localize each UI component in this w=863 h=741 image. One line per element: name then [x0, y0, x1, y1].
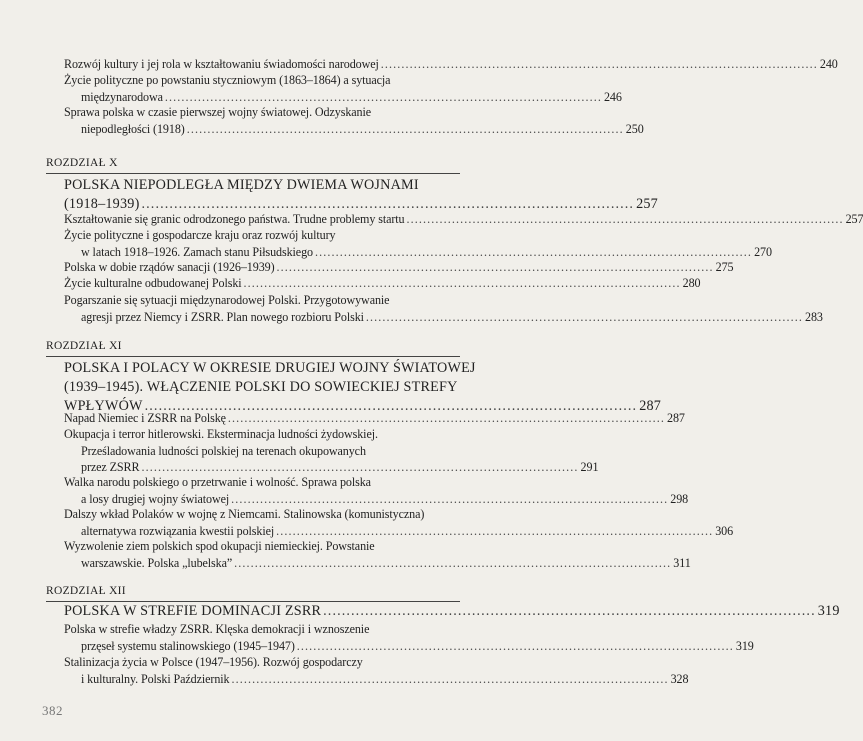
entry-text: Wyzwolenie ziem polskich spod okupacji niemieckiej. Powstanie — [64, 539, 375, 553]
entry-text: niepodległości (1918) — [81, 121, 185, 136]
entry-text: Stalinizacja życia w Polsce (1947–1956). Rozwój gospodarczy — [64, 655, 363, 669]
entry-page: 311 — [673, 555, 691, 570]
chapter-title-line: POLSKA I POLACY W OKRESIE DRUGIEJ WOJNY ŚWIATOWEJ — [64, 360, 476, 376]
entry-text: Walka narodu polskiego o przetrwanie i wolność. Sprawa polska — [64, 475, 371, 489]
entry-text: i kulturalny. Polski Październik — [81, 671, 230, 686]
entry-text: Pogarszanie się sytuacji międzynarodowej Polski. Przygotowywanie — [64, 293, 390, 307]
toc-entry: Pogarszanie się sytuacji międzynarodowej Polski. Przygotowywanie agresji przez Niemcy i ZSRR. Plan nowego rozbioru Polski .......................................................................................................... 283 — [64, 293, 823, 324]
entry-text: w latach 1918–1926. Zamach stanu Piłsudskiego — [81, 244, 313, 259]
entry-page: 257 — [845, 212, 863, 226]
entry-page: 291 — [580, 460, 599, 474]
entry-text: Życie polityczne i gospodarcze kraju oraz rozwój kultury — [64, 228, 336, 242]
entry-text: przez ZSRR — [81, 460, 140, 474]
chapter-title: POLSKA I POLACY W OKRESIE DRUGIEJ WOJNY ŚWIATOWEJ (1939–1945). WŁĄCZENIE POLSKI DO SOWIECKIEJ STREFY WPŁYWÓW .......................................................................................................... 287 — [64, 360, 662, 414]
chapter-rule — [46, 356, 460, 357]
entry-page: 250 — [625, 121, 644, 136]
chapter-title-line: POLSKA NIEPODLEGŁA MIĘDZY DWIEMA WOJNAMI — [64, 177, 419, 193]
toc-entry: Rozwój kultury i jej rola w kształtowaniu świadomości narodowej .......................................................................................................... 240 — [64, 57, 838, 71]
entry-text: agresji przez Niemcy i ZSRR. Plan nowego rozbioru Polski — [81, 309, 364, 324]
chapter-title: POLSKA NIEPODLEGŁA MIĘDZY DWIEMA WOJNAMI (1918–1939) .......................................................................................................... 257 — [64, 177, 658, 212]
toc-entry: Kształtowanie się granic odrodzonego państwa. Trudne problemy startu .......................................................................................................... 257 — [64, 212, 863, 226]
entry-page: 275 — [715, 260, 734, 274]
entry-page: 246 — [603, 89, 622, 104]
entry-page: 319 — [735, 638, 754, 653]
entry-text: Napad Niemiec i ZSRR na Polskę — [64, 411, 226, 425]
chapter-title-page: 319 — [817, 603, 840, 619]
entry-text: Prześladowania ludności polskiej na terenach okupowanych — [81, 443, 366, 458]
chapter-title-page: 287 — [639, 398, 662, 414]
entry-text: Życie polityczne po powstaniu styczniowym (1863–1864) a sytuacja — [64, 73, 391, 87]
entry-page: 280 — [682, 276, 701, 290]
entry-text: międzynarodowa — [81, 89, 163, 104]
toc-entry: Dalszy wkład Polaków w wojnę z Niemcami. Stalinowska (komunistyczna) alternatywa rozwiązania kwestii polskiej .......................................................................................................... 306 — [64, 507, 734, 538]
entry-text: Polska w strefie władzy ZSRR. Klęska demokracji i wznoszenie — [64, 622, 370, 636]
page-number: 382 — [42, 703, 63, 718]
chapter-label: ROZDZIAŁ XI — [46, 340, 122, 352]
toc-entry: Życie polityczne i gospodarcze kraju oraz rozwój kultury w latach 1918–1926. Zamach stanu Piłsudskiego .......................................................................................................... 270 — [64, 228, 772, 259]
entry-text: Sprawa polska w czasie pierwszej wojny światowej. Odzyskanie — [64, 105, 372, 119]
entry-text: Okupacja i terror hitlerowski. Eksterminacja ludności żydowskiej. — [64, 427, 378, 441]
chapter-title-page: 257 — [636, 196, 658, 212]
entry-text: Rozwój kultury i jej rola w kształtowaniu świadomości narodowej — [64, 57, 379, 71]
entry-page: 306 — [715, 523, 734, 538]
entry-page: 283 — [805, 309, 823, 324]
entry-text: przęseł systemu stalinowskiego (1945–1947) — [81, 638, 295, 653]
entry-text: alternatywa rozwiązania kwestii polskiej — [81, 523, 275, 538]
toc-entry: Okupacja i terror hitlerowski. Eksterminacja ludności żydowskiej. Prześladowania ludności polskiej na terenach okupowanych przez ZSRR .......................................................................................................... 291 — [64, 427, 599, 474]
chapter-rule — [46, 173, 460, 174]
toc-entry: Polska w strefie władzy ZSRR. Klęska demokracji i wznoszenie przęseł systemu stalinowskiego (1945–1947) .......................................................................................................... 319 — [64, 622, 754, 653]
chapter-title-line: (1918–1939) — [64, 196, 140, 212]
chapter-title-line: POLSKA W STREFIE DOMINACJI ZSRR — [64, 603, 322, 619]
toc-entry: Walka narodu polskiego o przetrwanie i wolność. Sprawa polska a losy drugiej wojny światowej .......................................................................................................... 298 — [64, 475, 689, 506]
toc-entry: Stalinizacja życia w Polsce (1947–1956). Rozwój gospodarczy i kulturalny. Polski Październik .......................................................................................................... 328 — [64, 655, 689, 686]
entry-page: 270 — [754, 244, 772, 259]
entry-text: Dalszy wkład Polaków w wojnę z Niemcami. Stalinowska (komunistyczna) — [64, 507, 425, 521]
entry-page: 287 — [667, 411, 685, 425]
entry-text: Kształtowanie się granic odrodzonego państwa. Trudne problemy startu — [64, 212, 405, 226]
toc-entry: Życie polityczne po powstaniu styczniowym (1863–1864) a sytuacja międzynarodowa .......................................................................................................... 246 — [64, 73, 622, 104]
chapter-title-line: (1939–1945). WŁĄCZENIE POLSKI DO SOWIECKIEJ STREFY — [64, 379, 458, 395]
entry-text: Życie kulturalne odbudowanej Polski — [64, 276, 242, 290]
entry-page: 328 — [670, 671, 689, 686]
entry-page: 298 — [670, 491, 689, 506]
toc-entry: Życie kulturalne odbudowanej Polski .......................................................................................................... 280 — [64, 276, 701, 290]
toc-entry: Sprawa polska w czasie pierwszej wojny światowej. Odzyskanie niepodległości (1918) .......................................................................................................... 250 — [64, 105, 644, 136]
toc-entry: Wyzwolenie ziem polskich spod okupacji niemieckiej. Powstanie warszawskie. Polska „lubelska” .......................................................................................................... 311 — [64, 539, 691, 570]
entry-page: 240 — [819, 57, 838, 71]
chapter-label: ROZDZIAŁ XII — [46, 585, 126, 597]
chapter-label: ROZDZIAŁ X — [46, 157, 118, 169]
toc-entry: Polska w dobie rządów sanacji (1926–1939) .......................................................................................................... 275 — [64, 260, 734, 274]
entry-text: Polska w dobie rządów sanacji (1926–1939) — [64, 260, 275, 274]
entry-text: a losy drugiej wojny światowej — [81, 491, 230, 506]
toc-entry: Napad Niemiec i ZSRR na Polskę .......................................................................................................... 287 — [64, 411, 685, 425]
chapter-title: POLSKA W STREFIE DOMINACJI ZSRR .......................................................................................................... 319 — [64, 603, 840, 619]
entry-text: warszawskie. Polska „lubelska” — [81, 555, 233, 570]
chapter-title-line: WPŁYWÓW — [64, 398, 143, 414]
